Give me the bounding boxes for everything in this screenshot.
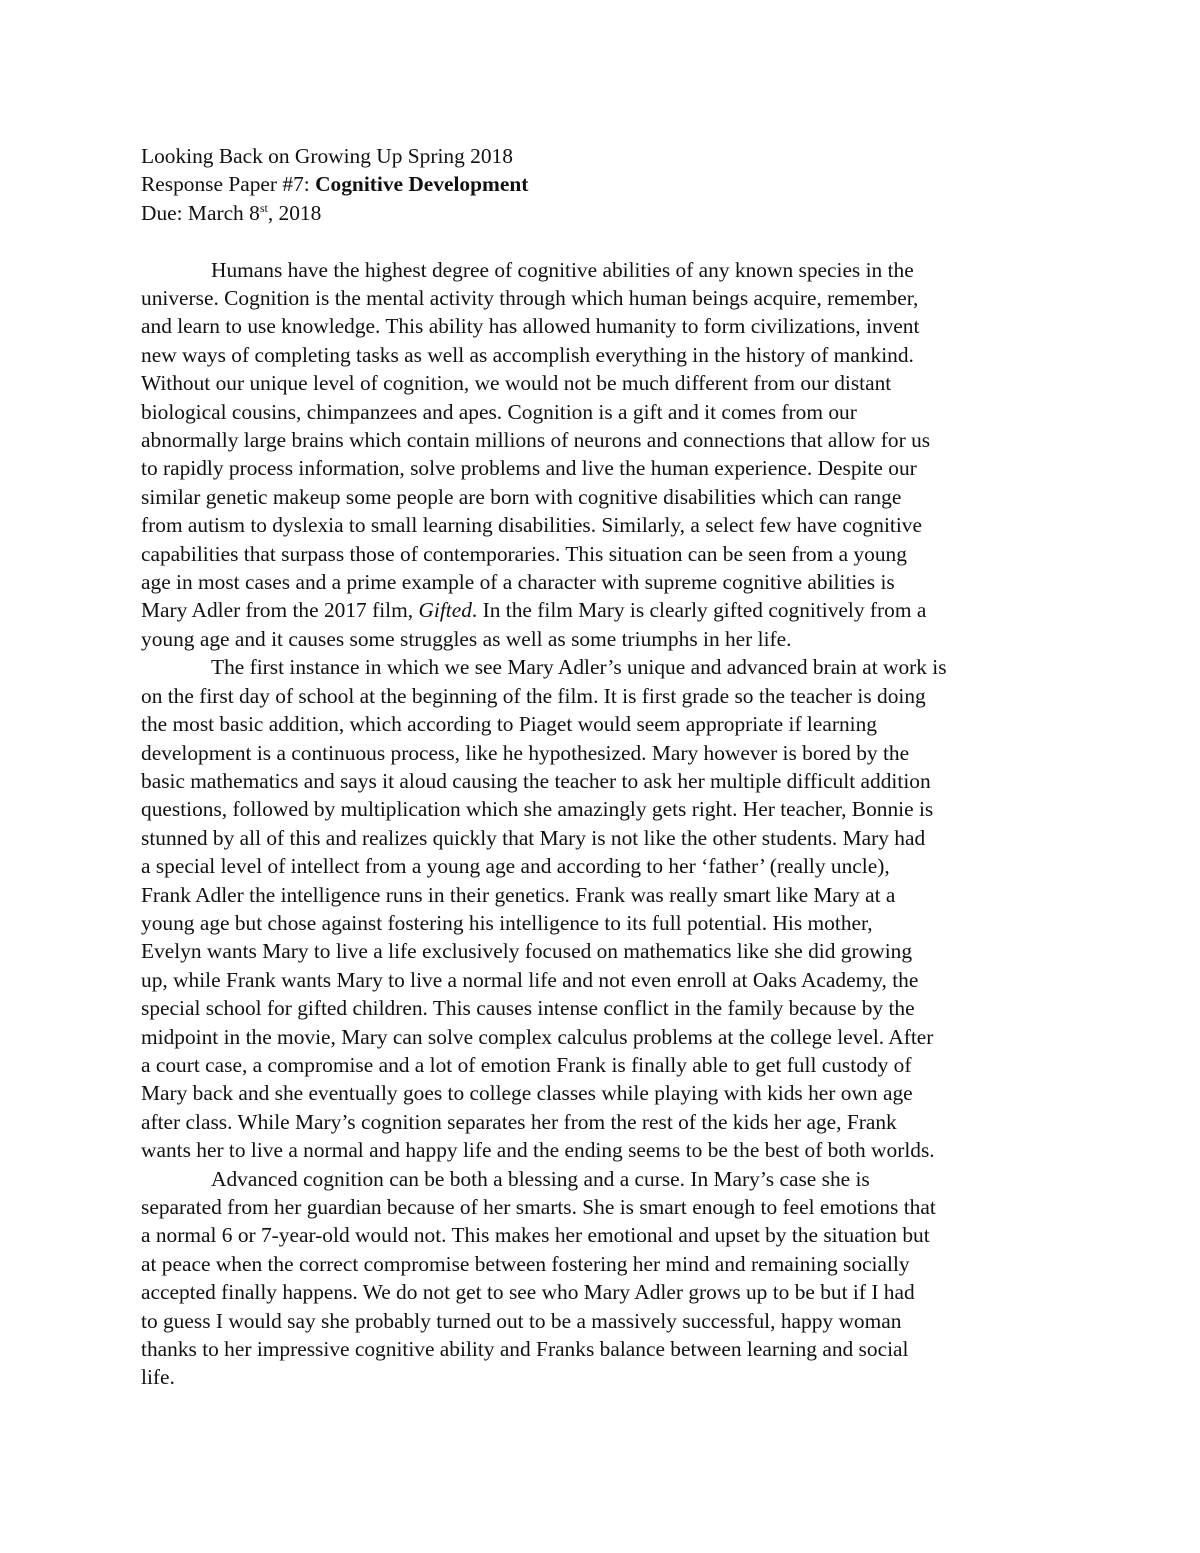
paragraph-line: Mary back and she eventually goes to college classes while playing with kids her own age xyxy=(141,1081,913,1106)
film-title: Gifted xyxy=(418,598,472,623)
heading-spacer xyxy=(141,227,1063,255)
paragraph-line: up, while Frank wants Mary to live a normal life and not even enroll at Oaks Academy, the xyxy=(141,967,919,992)
paragraph-line: the most basic addition, which according to Piaget would seem appropriate if learning xyxy=(141,712,877,737)
paragraph-line: and learn to use knowledge. This ability has allowed humanity to form civilizations, invent xyxy=(141,314,920,339)
paragraph-text: Humans have the highest degree of cognitive abilities of any known species in the xyxy=(211,257,914,282)
paragraph-text: Advanced cognition can be both a blessing and a curse. In Mary’s case she is xyxy=(211,1166,870,1191)
paragraph-line: special school for gifted children. This causes intense conflict in the family because by the xyxy=(141,996,915,1021)
assignment-prefix: Response Paper #7: xyxy=(141,172,316,197)
paragraph-line xyxy=(141,256,1063,284)
paragraph-line: abnormally large brains which contain millions of neurons and connections that allow for us xyxy=(141,428,931,453)
due-superscript: st xyxy=(259,200,268,215)
paragraph-line: thanks to her impressive cognitive ability and Franks balance between learning and social xyxy=(141,1337,909,1362)
paragraph-line: wants her to live a normal and happy life and the ending seems to be the best of both worlds. xyxy=(141,1138,935,1163)
paragraph-line: new ways of completing tasks as well as accomplish everything in the history of mankind. xyxy=(141,342,914,367)
paragraph-line: similar genetic makeup some people are born with cognitive disabilities which can range xyxy=(141,484,902,509)
paragraph-line: a normal 6 or 7-year-old would not. This makes her emotional and upset by the situation but xyxy=(141,1223,930,1248)
assignment-line xyxy=(141,170,1063,198)
paragraph-line xyxy=(141,596,1063,624)
paragraph-text: The first instance in which we see Mary Adler’s unique and advanced brain at work is xyxy=(211,655,947,680)
paragraph-line: on the first day of school at the beginning of the film. It is first grade so the teacher is doing xyxy=(141,683,926,708)
paragraph-line: universe. Cognition is the mental activity through which human beings acquire, remember, xyxy=(141,286,919,311)
paragraph-line: separated from her guardian because of her smarts. She is smart enough to feel emotions that xyxy=(141,1195,936,1220)
paragraph-line: Evelyn wants Mary to live a life exclusively focused on mathematics like she did growing xyxy=(141,939,913,964)
paragraph-line: after class. While Mary’s cognition separates her from the rest of the kids her age, Frank xyxy=(141,1109,897,1134)
paragraph-line: to guess I would say she probably turned out to be a massively successful, happy woman xyxy=(141,1308,902,1333)
paragraph-line: to rapidly process information, solve problems and live the human experience. Despite our xyxy=(141,456,917,481)
paragraph-line: young age but chose against fostering his intelligence to its full potential. His mother, xyxy=(141,910,873,935)
paragraph-introduction xyxy=(141,256,1063,654)
paragraph-line: at peace when the correct compromise between fostering her mind and remaining socially xyxy=(141,1251,910,1276)
paragraph-line: young age and it causes some struggles as well as some triumphs in her life. xyxy=(141,626,792,651)
due-prefix: Due: March 8 xyxy=(141,200,260,225)
paragraph-line: a special level of intellect from a young age and according to her ‘father’ (really uncle), xyxy=(141,854,890,879)
paragraph-line: capabilities that surpass those of contemporaries. This situation can be seen from a young xyxy=(141,541,907,566)
paragraph-line: stunned by all of this and realizes quickly that Mary is not like the other students. Mary had xyxy=(141,825,926,850)
paragraph-line: a court case, a compromise and a lot of emotion Frank is finally able to get full custody of xyxy=(141,1052,912,1077)
paragraph-line: life. xyxy=(141,1365,175,1390)
due-suffix: , 2018 xyxy=(267,200,322,225)
course-line: Looking Back on Growing Up Spring 2018 xyxy=(141,144,513,168)
film-reference-before: Mary Adler from the 2017 film, xyxy=(141,598,419,623)
paragraph-line xyxy=(141,653,1063,681)
paragraph-line: accepted finally happens. We do not get to see who Mary Adler grows up to be but if I had xyxy=(141,1280,915,1305)
document-content xyxy=(141,142,1063,1392)
assignment-title: Cognitive Development xyxy=(315,172,529,197)
paragraph-line: from autism to dyslexia to small learning disabilities. Similarly, a select few have cognitive xyxy=(141,513,922,538)
paragraph-line: Without our unique level of cognition, we would not be much different from our distant xyxy=(141,371,892,396)
paragraph-line: age in most cases and a prime example of a character with supreme cognitive abilities is xyxy=(141,570,895,595)
film-reference-after: . In the film Mary is clearly gifted cognitively from a xyxy=(471,598,927,623)
paragraph-line: development is a continuous process, like he hypothesized. Mary however is bored by the xyxy=(141,740,910,765)
paragraph-line: midpoint in the movie, Mary can solve complex calculus problems at the college level. After xyxy=(141,1024,934,1049)
paragraph-line: questions, followed by multiplication which she amazingly gets right. Her teacher, Bonnie is xyxy=(141,797,934,822)
paragraph-line: Frank Adler the intelligence runs in their genetics. Frank was really smart like Mary at a xyxy=(141,882,896,907)
paragraph-line: biological cousins, chimpanzees and apes. Cognition is a gift and it comes from our xyxy=(141,399,857,424)
paragraph-line xyxy=(141,1165,1063,1193)
paragraph-line: basic mathematics and says it aloud causing the teacher to ask her multiple difficult addition xyxy=(141,768,931,793)
due-date-line xyxy=(141,199,1063,227)
paragraph-conclusion xyxy=(141,1165,1063,1392)
paragraph-first-instance xyxy=(141,653,1063,1164)
